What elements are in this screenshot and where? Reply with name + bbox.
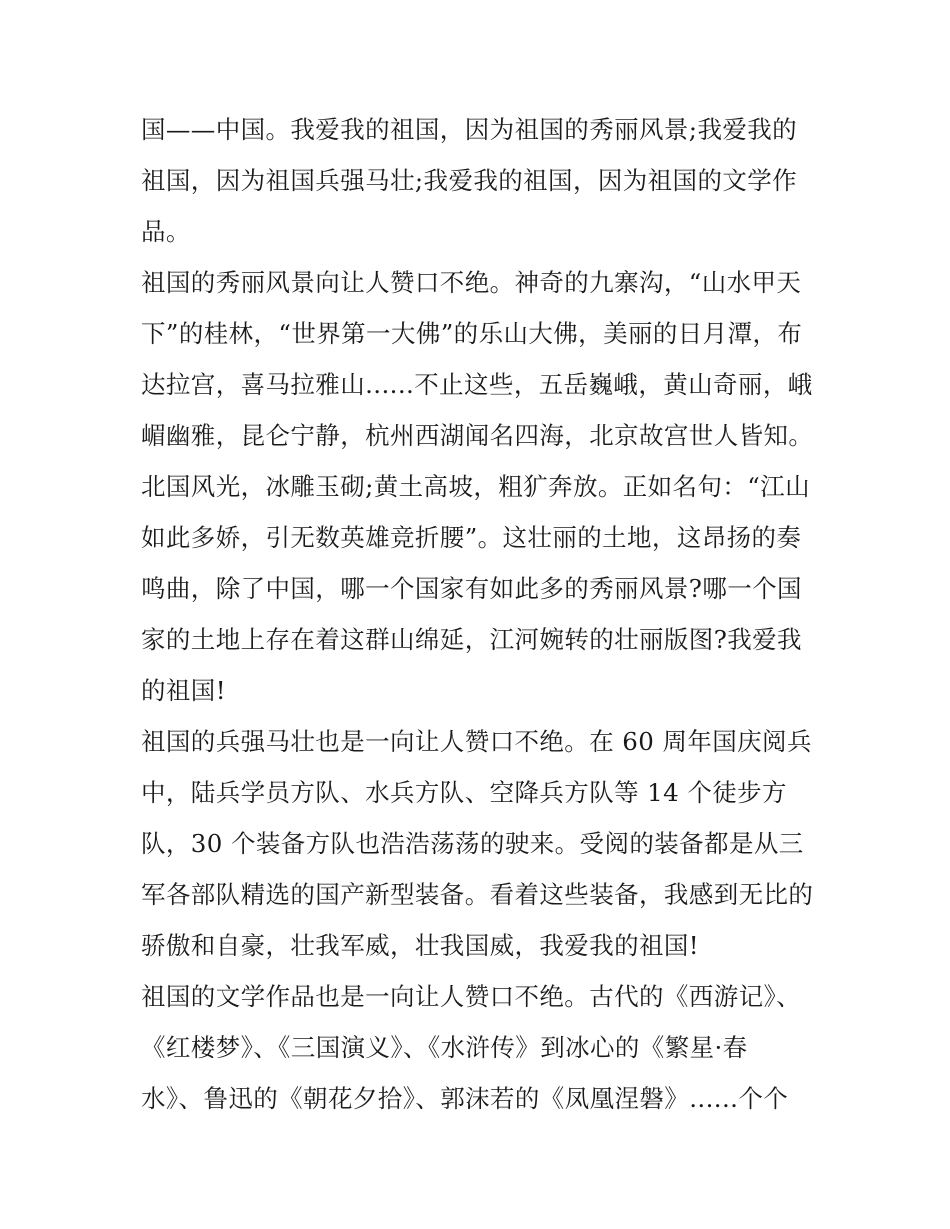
text-line: 祖国的文学作品也是一向让人赞口不绝。古代的《西游记》、 [141, 982, 802, 1011]
text-line: 祖国，因为祖国兵强马壮;我爱我的祖国，因为祖国的文学作 [141, 166, 798, 195]
text-line: 北国风光，冰雕玉砌;黄土高坡，粗犷奔放。正如名句：“江山 [141, 472, 810, 501]
text-line: 如此多娇，引无数英雄竞折腰”。这壮丽的土地，这昂扬的奏 [141, 523, 802, 552]
text-line: 祖国的秀丽风景向让人赞口不绝。神奇的九寨沟，“山水甲天 [141, 268, 802, 297]
text-line: 家的土地上存在着这群山绵延，江河婉转的壮丽版图?我爱我 [141, 625, 802, 654]
text-line: 骄傲和自豪，壮我军威，壮我国威，我爱我的祖国! [141, 931, 700, 960]
text-line: 军各部队精选的国产新型装备。看着这些装备，我感到无比的 [141, 880, 814, 909]
text-line: 队，30 个装备方队也浩浩荡荡的驶来。受阅的装备都是从三 [141, 829, 804, 858]
text-line: 祖国的兵强马壮也是一向让人赞口不绝。在 60 周年国庆阅兵 [141, 727, 812, 756]
text-line: 嵋幽雅，昆仑宁静，杭州西湖闻名四海，北京故宫世人皆知。 [141, 421, 814, 450]
text-line: 中，陆兵学员方队、水兵方队、空降兵方队等 14 个徒步方 [141, 778, 787, 807]
text-line: 达拉宫，喜马拉雅山......不止这些，五岳巍峨，黄山奇丽，峨 [141, 370, 813, 399]
text-line: 水》、鲁迅的《朝花夕拾》、郭沫若的《凤凰涅磐》......个个 [141, 1084, 789, 1113]
text-line: 下”的桂林，“世界第一大佛”的乐山大佛，美丽的日月潭，布 [141, 319, 803, 348]
text-line: 鸣曲，除了中国，哪一个国家有如此多的秀丽风景?哪一个国 [141, 574, 802, 603]
text-line: 《红楼梦》、《三国演义》、《水浒传》到冰心的《繁星·春 [141, 1033, 748, 1062]
text-line: 的祖国! [141, 676, 226, 705]
text-line: 品。 [141, 217, 191, 246]
body-text [141, 104, 821, 1124]
text-line: 国——中国。我爱我的祖国，因为祖国的秀丽风景;我爱我的 [141, 115, 798, 144]
